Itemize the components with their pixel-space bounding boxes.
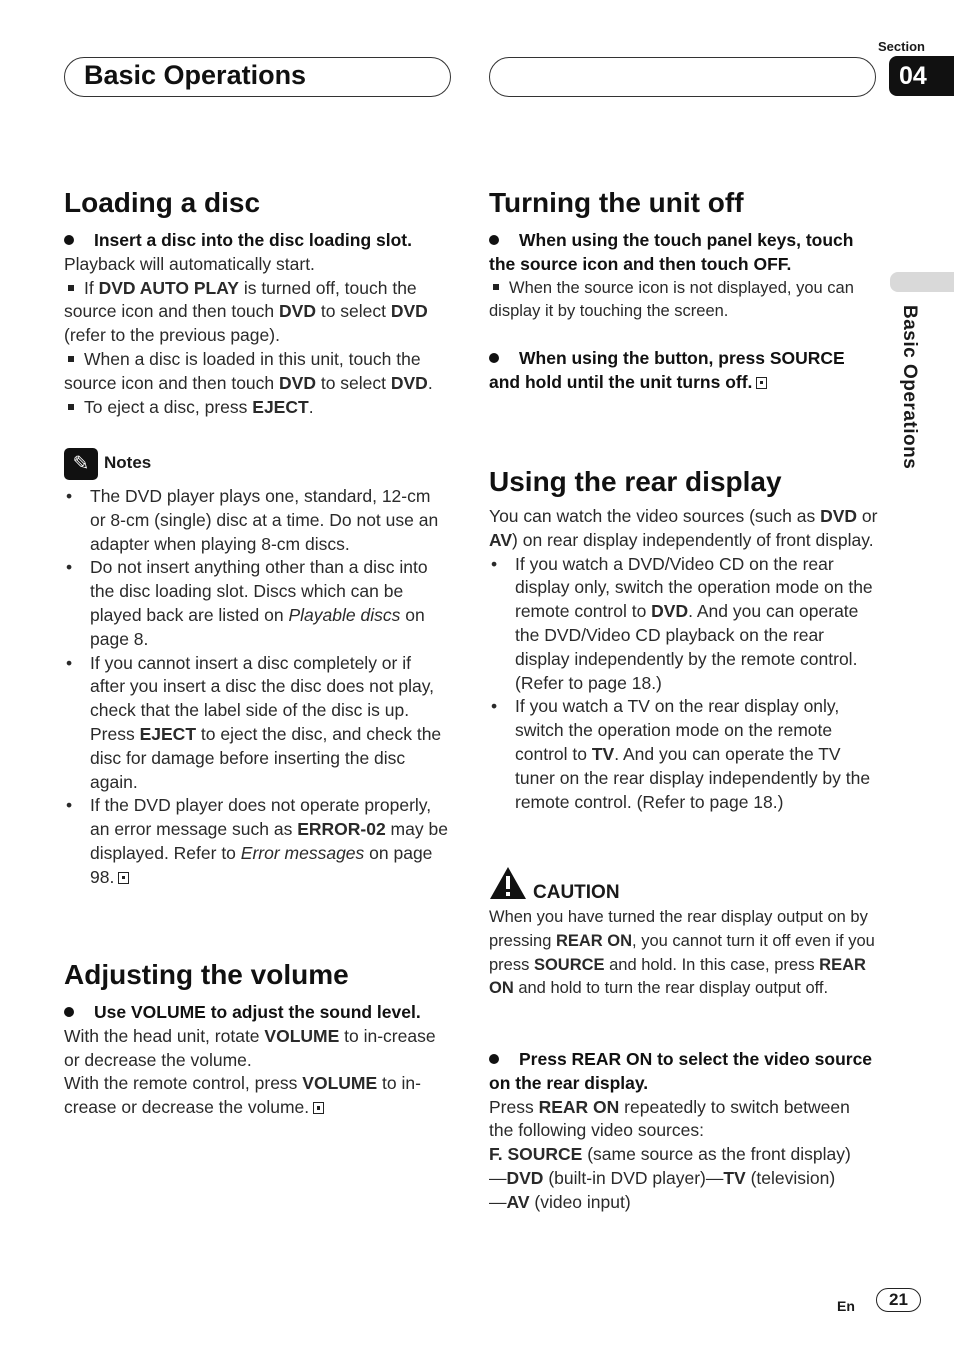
loading-sub-2: When a disc is loaded in this unit, touch the source icon and then touch DVD to select DVD. (64, 348, 433, 393)
pencil-note-icon: ✎ (64, 448, 98, 480)
caution-text: When you have turned the rear display output on by pressing REAR ON, you cannot turn it off even if you press SOURCE and hold. In this case, press REAR ON and hold to turn the rear display output off. (489, 908, 875, 998)
loading-sub-1: If DVD AUTO PLAY is turned off, touch the source icon and then touch DVD to select DVD (refer to the previous page). (64, 277, 428, 346)
rearon-sources-2: —DVD (built-in DVD player)—TV (television) (489, 1167, 836, 1188)
volume-para-2: With the remote control, press VOLUME to in-crease or decrease the volume. (64, 1073, 421, 1118)
bullet-dot-icon (64, 235, 74, 245)
square-bullet-icon (493, 284, 499, 290)
rearon-step: Press REAR ON to select the video source on the rear display. (489, 1049, 873, 1093)
rear-intro: You can watch the video sources (such as DVD or AV) on rear display independently of front display. (489, 506, 878, 550)
page-title: Basic Operations (84, 60, 307, 90)
volume-step: Use VOLUME to adjust the sound level. (64, 1001, 452, 1025)
page-number: 21 (876, 1288, 921, 1312)
loading-sub-3: To eject a disc, press EJECT. (64, 396, 449, 420)
loading-section (64, 229, 449, 419)
rearon-sources-3: —AV (video input) (489, 1191, 631, 1212)
caution-label: CAUTION (533, 882, 620, 903)
loading-step: Insert a disc into the disc loading slot. (64, 229, 449, 253)
heading-adjusting-volume: Adjusting the volume (64, 959, 349, 990)
rear-bullet-1: • If you watch a DVD/Video CD on the rear display only, switch the operation mode on the remote control to DVD. And you can operate the DVD/Video CD playback on the rear display independently by the remote control. (Refer to page 18.) (491, 553, 873, 693)
volume-para-1: With the head unit, rotate VOLUME to in-crease or decrease the volume. (64, 1025, 436, 1070)
header-pill-right (489, 57, 876, 97)
turnoff-section (489, 229, 874, 395)
turnoff-sub-1: When the source icon is not displayed, you can display it by touching the screen. (489, 278, 854, 321)
square-bullet-icon (68, 404, 74, 410)
heading-rear-display: Using the rear display (489, 466, 782, 497)
note-item: • The DVD player plays one, standard, 12-cm or 8-cm (single) disc at a time. Do not use an adapter when playing 8-cm discs. (66, 486, 439, 554)
section-number: 04 (889, 56, 954, 96)
note-item: • Do not insert anything other than a disc into the disc loading slot. Discs which can be played back are listed on Playable discs on page 8. (66, 557, 428, 649)
rearon-section (489, 1048, 879, 1215)
rearon-para: Press REAR ON repeatedly to switch between the following video sources: (489, 1096, 850, 1141)
rear-section (489, 505, 879, 814)
heading-loading-disc: Loading a disc (64, 187, 261, 218)
warning-triangle-icon (489, 866, 527, 900)
note-item: • If the DVD player does not operate properly, an error message such as ERROR-02 may be displayed. Refer to Error messages on page 98. (66, 795, 448, 887)
side-tab-label: Basic Operations (899, 305, 920, 470)
end-mark-icon (118, 872, 129, 884)
language-code: En (837, 1298, 855, 1314)
side-tab-marker (890, 272, 954, 292)
heading-turning-off: Turning the unit off (489, 187, 744, 218)
end-mark-icon (756, 377, 767, 389)
end-mark-icon (313, 1102, 324, 1114)
loading-step-result: Playback will automatically start. (64, 253, 315, 274)
volume-section (64, 1001, 452, 1120)
bullet-dot-icon (64, 1007, 74, 1017)
square-bullet-icon (68, 285, 74, 291)
note-item: • If you cannot insert a disc completely or if after you insert a disc the disc does not play, check that the label side of the disc is up. Press EJECT to eject the disc, and check the disc for damage before inserting the disc again. (66, 652, 442, 792)
bullet-dot-icon (489, 235, 499, 245)
section-label: Section (878, 39, 925, 54)
rearon-sources-1: F. SOURCE (same source as the front display) (489, 1144, 851, 1165)
bullet-dot-icon (489, 353, 499, 363)
notes-label: Notes (104, 453, 152, 472)
rear-bullet-2: • If you watch a TV on the rear display only, switch the operation mode on the remote control to TV. And you can operate the TV tuner on the rear display independently by the remote control. (Refer to page 18.) (491, 696, 871, 812)
turnoff-step-2: When using the button, press SOURCE and hold until the unit turns off. (489, 348, 845, 392)
bullet-dot-icon (489, 1054, 499, 1064)
turnoff-step-1: When using the touch panel keys, touch the source icon and then touch OFF. (489, 230, 854, 274)
square-bullet-icon (68, 356, 74, 362)
notes-list (64, 485, 449, 890)
